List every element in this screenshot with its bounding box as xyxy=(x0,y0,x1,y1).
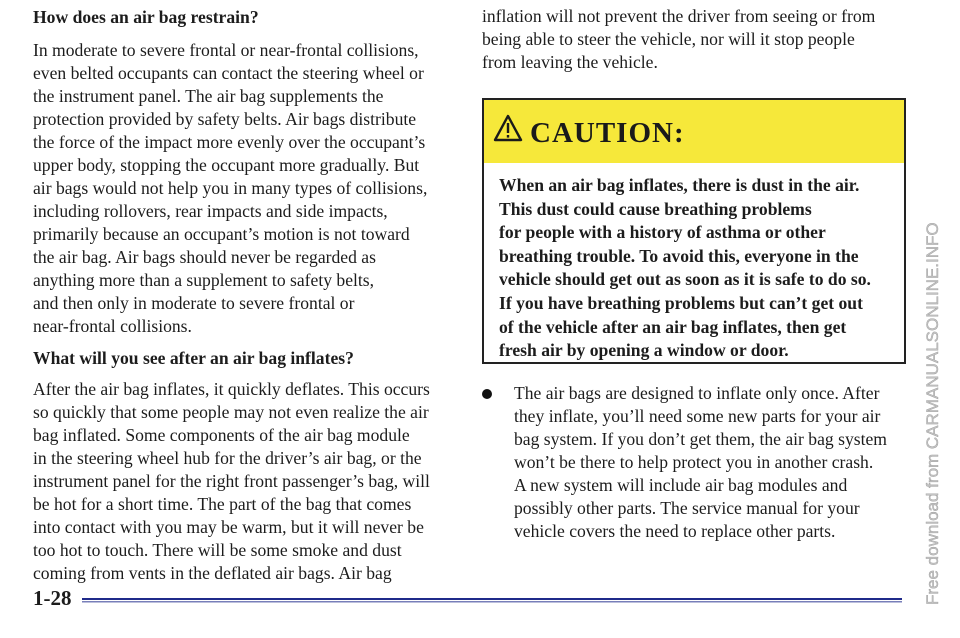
text-line: inflation will not prevent the driver from seeing or from xyxy=(482,6,876,26)
bullet-text xyxy=(514,382,914,543)
watermark-logo xyxy=(918,90,948,610)
text-line: so quickly that some people may not even realize the air xyxy=(33,402,429,422)
text-line: possibly other parts. The service manual for your xyxy=(514,498,860,518)
text-line: breathing trouble. To avoid this, everyone in the xyxy=(499,245,859,266)
text-line: If you have breathing problems but can’t get out xyxy=(499,292,863,313)
text-line: vehicle covers the need to replace other parts. xyxy=(514,521,836,541)
footer-rule xyxy=(82,598,902,603)
caution-text xyxy=(499,174,899,363)
page-number: 1-28 xyxy=(33,586,72,610)
paragraph-after-inflation xyxy=(33,378,445,585)
text-line: and then only in moderate to severe frontal or xyxy=(33,293,355,313)
text-line: anything more than a supplement to safety belts, xyxy=(33,270,375,290)
text-line: near-frontal collisions. xyxy=(33,316,192,336)
text-line: in the steering wheel hub for the driver’s air bag, or the xyxy=(33,448,422,468)
text-line: coming from vents in the deflated air bags. Air bag xyxy=(33,563,392,583)
warning-triangle-icon xyxy=(493,114,523,142)
text-line: The air bags are designed to inflate only once. After xyxy=(514,383,880,403)
caution-header xyxy=(484,100,904,163)
caution-box xyxy=(482,98,906,364)
text-line: for people with a history of asthma or other xyxy=(499,222,826,243)
text-line: After the air bag inflates, it quickly deflates. This occurs xyxy=(33,379,430,399)
text-line: bag inflated. Some components of the air bag module xyxy=(33,425,410,445)
text-line: they inflate, you’ll need some new parts for your air xyxy=(514,406,881,426)
caution-title: CAUTION: xyxy=(530,117,685,149)
text-line: even belted occupants can contact the steering wheel or xyxy=(33,63,424,83)
text-line: including rollovers, rear impacts and side impacts, xyxy=(33,201,388,221)
text-line: fresh air by opening a window or door. xyxy=(499,340,789,361)
text-line: won’t be there to help protect you in another crash. xyxy=(514,452,874,472)
text-line: air bags would not help you in many types of collisions, xyxy=(33,178,428,198)
text-line: upper body, stopping the occupant more gradually. But xyxy=(33,155,420,175)
text-line: the instrument panel. The air bag supplements the xyxy=(33,86,384,106)
paragraph-continued xyxy=(482,5,912,74)
text-line: of the vehicle after an air bag inflates, then get xyxy=(499,316,847,337)
text-line: the air bag. Air bags should never be regarded as xyxy=(33,247,376,267)
text-line: When an air bag inflates, there is dust in the air. xyxy=(499,175,860,195)
bullet-icon xyxy=(482,389,492,399)
text-line: bag system. If you don’t get them, the air bag system xyxy=(514,429,887,449)
text-line: In moderate to severe frontal or near-frontal collisions, xyxy=(33,40,419,60)
heading-restrain: How does an air bag restrain? xyxy=(33,7,259,27)
text-line: vehicle should get out as soon as it is safe to do so. xyxy=(499,269,871,290)
text-line: protection provided by safety belts. Air bags distribute xyxy=(33,109,417,129)
heading-after-inflation: What will you see after an air bag inflates? xyxy=(33,348,354,368)
text-line: A new system will include air bag modules and xyxy=(514,475,848,495)
text-line: being able to steer the vehicle, nor will it stop people xyxy=(482,29,855,49)
right-column xyxy=(482,0,912,74)
text-line: primarily because an occupant’s motion is not toward xyxy=(33,224,410,244)
paragraph-restrain xyxy=(33,39,445,338)
text-line: the force of the impact more evenly over the occupant’s xyxy=(33,132,426,152)
text-line: from leaving the vehicle. xyxy=(482,52,658,72)
text-line: into contact with you may be warm, but it will never be xyxy=(33,517,424,537)
text-line: This dust could cause breathing problems xyxy=(499,198,812,219)
watermark-text: Free download from CARMANUALSONLINE.INFO xyxy=(923,222,942,605)
text-line: too hot to touch. There will be some smoke and dust xyxy=(33,540,402,560)
text-line: be hot for a short time. The part of the bag that comes xyxy=(33,494,412,514)
text-line: instrument panel for the right front passenger’s bag, will xyxy=(33,471,430,491)
left-column xyxy=(33,0,445,585)
